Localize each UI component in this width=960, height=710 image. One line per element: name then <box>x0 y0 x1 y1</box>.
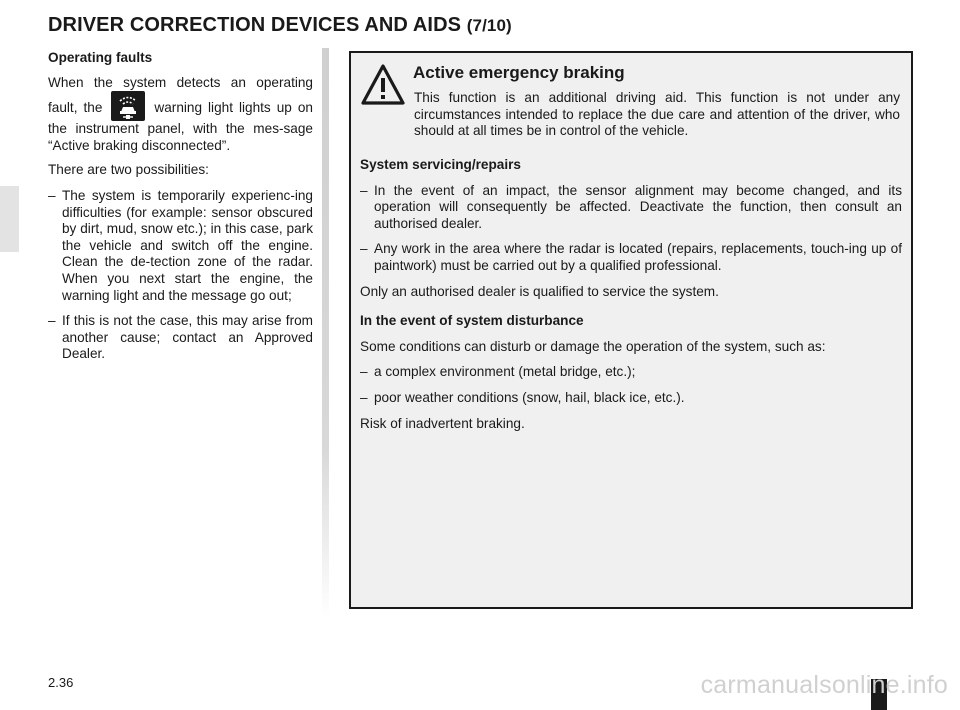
list-item <box>360 183 902 233</box>
bullet-dash: – <box>360 182 368 198</box>
column-divider <box>322 48 329 618</box>
left-column <box>48 50 313 372</box>
page-title-part: (7/10) <box>466 16 512 35</box>
page-number: 2.36 <box>48 675 74 690</box>
box-title: Active emergency braking <box>413 63 625 82</box>
watermark: carmanualsonline.info <box>700 671 948 699</box>
risk-note: Risk of inadvertent braking. <box>360 415 525 431</box>
bullet-dash: – <box>360 389 368 405</box>
bullet-dash: – <box>360 364 368 380</box>
disturbance-heading: In the event of system disturbance <box>360 313 584 329</box>
warning-box <box>349 51 913 609</box>
dealer-note: Only an authorised dealer is qualified to service the system. <box>360 283 719 299</box>
disturbance-intro: Some conditions can disturb or damage the operation of the system, such as: <box>360 338 826 354</box>
servicing-heading: System servicing/repairs <box>360 157 521 172</box>
list-item <box>360 390 902 407</box>
list-item-text: If this is not the case, this may arise from another cause; contact an Approved Dealer. <box>62 313 313 362</box>
fault-text-after: warning light lights up on the instrument panel, with the mes-sage “Active braking disconnected”. <box>48 100 313 153</box>
possibilities-text: There are two possibilities: <box>48 162 209 178</box>
operating-faults-heading: Operating faults <box>48 50 153 65</box>
fault-text-before: When the system detects an operating fault, the <box>48 74 313 116</box>
bullet-dash: – <box>48 313 56 329</box>
active-braking-warning-light-icon <box>111 91 145 121</box>
list-item-text: poor weather conditions (snow, hail, black ice, etc.). <box>374 389 685 405</box>
list-item <box>360 364 902 381</box>
operating-fault-paragraph <box>48 75 313 155</box>
box-intro: This function is an additional driving aid. This function is not under any circumstances intended to replace the due care and attention of the driver, who should at all times be in control of the vehicle. <box>414 90 900 139</box>
list-item <box>48 188 313 304</box>
bullet-dash: – <box>48 187 56 203</box>
list-item-text: Any work in the area where the radar is located (repairs, replacements, touch-ing up of paintwork) must be carried out by a qualified professional. <box>374 241 902 273</box>
bullet-dash: – <box>360 241 368 257</box>
list-item-text: The system is temporarily experienc-ing difficulties (for example: sensor obscured by dirt, mud, snow etc.); in this case, park the vehicle and switch off the engine. Clean the de-tection zone of the radar. When you next start the engine, the warning light and the message go out; <box>62 187 313 303</box>
list-item <box>48 313 313 363</box>
list-item-text: In the event of an impact, the sensor alignment may become changed, and its operation will consequently be affected. Deactivate the function, then consult an authorised dealer. <box>374 182 902 231</box>
chapter-tab <box>0 186 19 252</box>
page-title <box>48 14 512 37</box>
box-body <box>360 155 902 441</box>
page-title-text: DRIVER CORRECTION DEVICES AND AIDS <box>48 14 462 36</box>
list-item <box>360 241 902 274</box>
caution-triangle-icon <box>359 61 407 109</box>
list-item-text: a complex environment (metal bridge, etc.); <box>374 364 636 380</box>
